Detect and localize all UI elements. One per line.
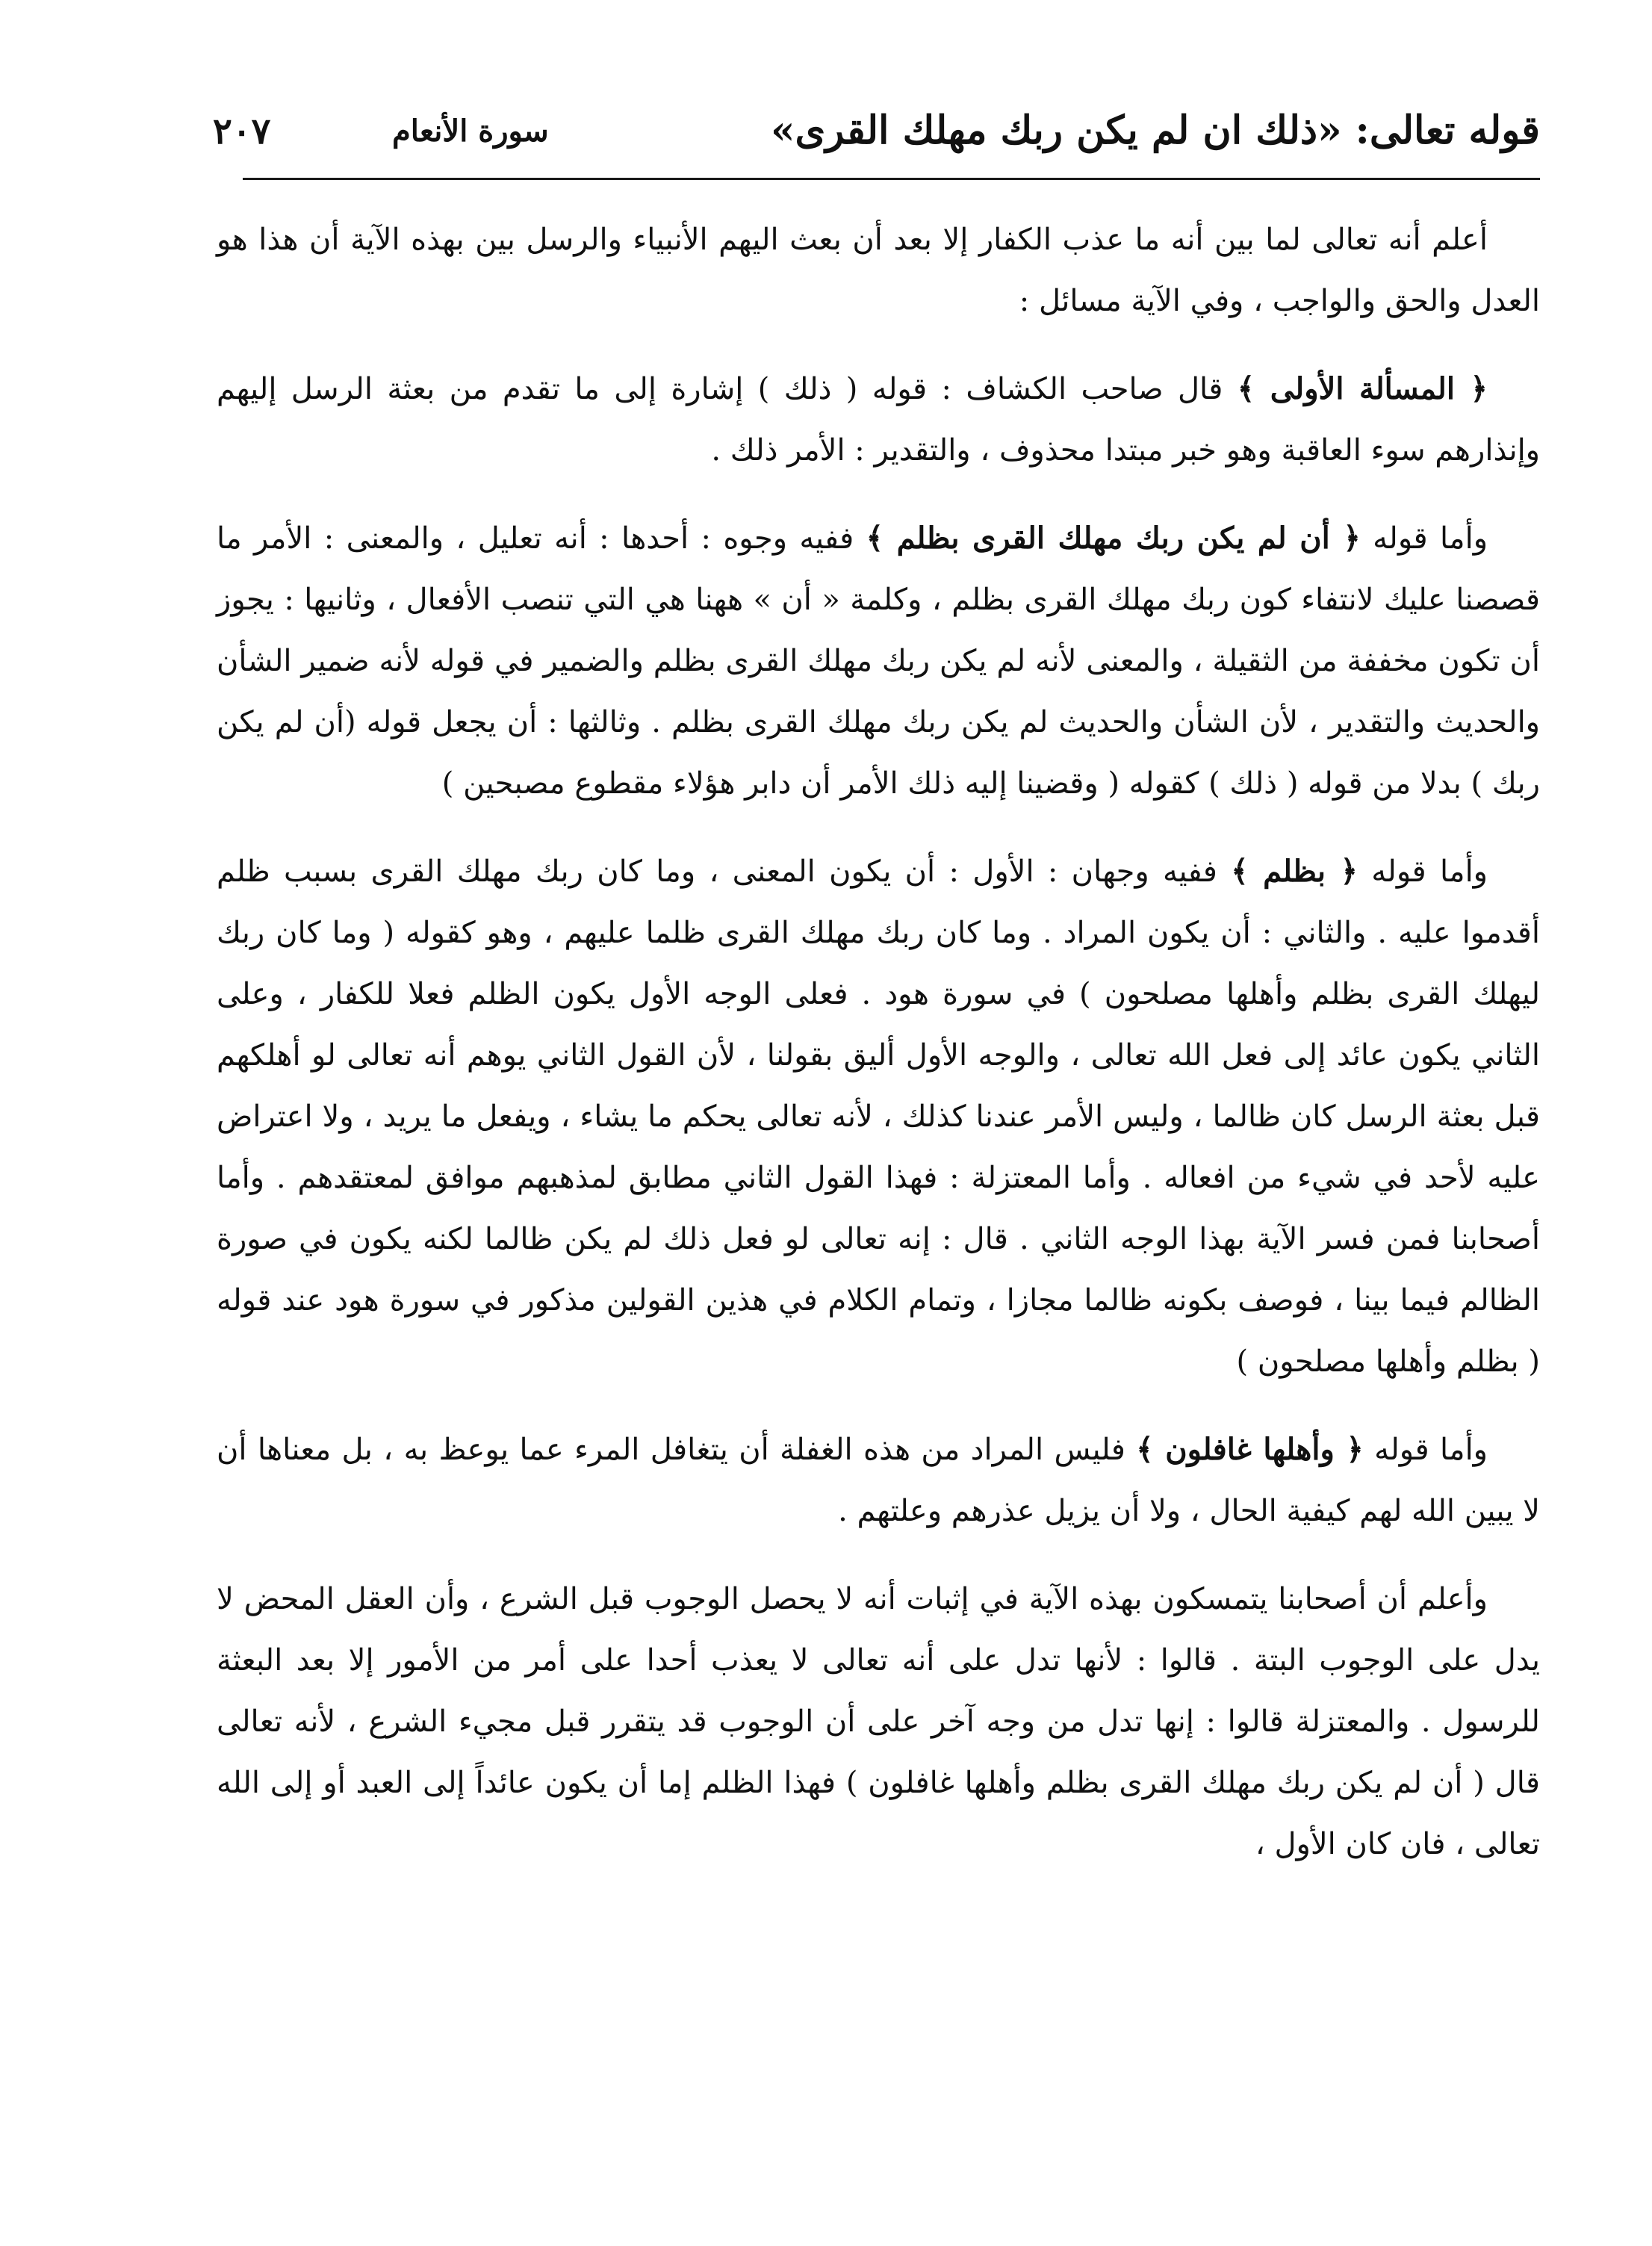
quoted-verse: ﴿ وأهلها غافلون ﴾	[1136, 1432, 1364, 1467]
paragraph-text: قال صاحب الكشاف : قوله ( ذلك ) إشارة إلى ما تقدم من بعثة الرسل إليهم وإنذارهم سوء العاقبة وهو خبر مبتدا محذوف ، والتقدير : الأمر ذلك .	[217, 372, 1540, 468]
header-divider	[243, 178, 1540, 180]
quoted-verse: ﴿ بظلم ﴾	[1231, 854, 1358, 889]
quoted-verse: ﴿ أن لم يكن ربك مهلك القرى بظلم ﴾	[866, 521, 1361, 556]
paragraph-text: ففيه وجوه : أحدها : أنه تعليل ، والمعنى : الأمر ما قصصنا عليك لانتفاء كون ربك مهلك القرى بظلم ، وكلمة « أن » ههنا هي التي تنصب الأفعال ، وثانيها : يجوز أن تكون مخففة من الثقيلة ، والمعنى لأنه لم يكن ربك مهلك القرى بظلم والضمير في قوله لأنه ضمير الشأن والحديث والتقدير ، لأن الشأن والحديث لم يكن ربك مهلك القرى بظلم . وثالثها : أن يجعل قوله (أن لم يكن ربك ) بدلا من قوله ( ذلك ) كقوله ( وقضينا إليه ذلك الأمر أن دابر هؤلاء مقطوع مصبحين )	[217, 521, 1540, 801]
paragraph	[217, 508, 1540, 814]
page-body	[217, 209, 1540, 2186]
paragraph-intro: وأما قوله	[1357, 854, 1488, 889]
paragraph	[217, 209, 1540, 332]
header-title: قوله تعالى: «ذلك ان لم يكن ربك مهلك القرى»	[771, 108, 1540, 153]
paragraph-text: أعلم أنه تعالى لما بين أنه ما عذب الكفار إلا بعد أن بعث اليهم الأنبياء والرسل بين بهذه الآية أن هذا هو العدل والحق والواجب ، وفي الآية مسائل :	[217, 223, 1540, 318]
issue-heading: ﴿ المسألة الأولى ﴾	[1237, 371, 1488, 406]
paragraph-text: فليس المراد من هذه الغفلة أن يتغافل المرء عما يوعظ به ، بل معناها أن لا يبين الله لهم كيفية الحال ، ولا أن يزيل عذرهم وعلتهم .	[217, 1433, 1540, 1528]
paragraph-intro: وأما قوله	[1360, 521, 1488, 556]
paragraph	[217, 359, 1540, 481]
paragraph	[217, 1569, 1540, 1875]
paragraph-intro: وأما قوله	[1363, 1433, 1488, 1467]
paragraph-text: ففيه وجهان : الأول : أن يكون المعنى ، وما كان ربك مهلك القرى بسبب ظلم أقدموا عليه . والثاني : أن يكون المراد . وما كان ربك مهلك القرى ظلما عليهم ، وهو كقوله ( وما كان ربك ليهلك القرى بظلم وأهلها مصلحون ) في سورة هود . فعلى الوجه الأول يكون الظلم فعلا للكفار ، وعلى الثاني يكون عائد إلى فعل الله تعالى ، والوجه الأول أليق بقولنا ، لأن القول الثاني يوهم أنه تعالى لو أهلكهم قبل بعثة الرسل كان ظالما ، وليس الأمر عندنا كذلك ، لأنه تعالى يحكم ما يشاء ، ويفعل ما يريد ، ولا اعتراض عليه لأحد في شيء من افعاله . وأما المعتزلة : فهذا القول الثاني مطابق لمذهبهم موافق لمعتقدهم . وأما أصحابنا فمن فسر الآية بهذا الوجه الثاني . قال : إنه تعالى لو فعل ذلك لم يكن ظالما لكنه يكون في صورة الظالم فيما بينا ، فوصف بكونه ظالما مجازا ، وتمام الكلام في هذين القولين مذكور في سورة هود عند قوله ( بظلم وأهلها مصلحون )	[217, 854, 1541, 1379]
page-number: ٢٠٧	[213, 111, 271, 152]
paragraph	[217, 841, 1540, 1392]
paragraph-text: وأعلم أن أصحابنا يتمسكون بهذه الآية في إثبات أنه لا يحصل الوجوب قبل الشرع ، وأن العقل المحض لا يدل على الوجوب البتة . قالوا : لأنها تدل على أنه تعالى لا يعذب أحدا على أمر من الأمور إلا بعد البعثة للرسول . والمعتزلة قالوا : إنها تدل من وجه آخر على أن الوجوب قد يتقرر قبل مجيء الشرع ، لأنه تعالى قال ( أن لم يكن ربك مهلك القرى بظلم وأهلها غافلون ) فهذا الظلم إما أن يكون عائداً إلى العبد أو إلى الله تعالى ، فان كان الأول ،	[217, 1582, 1541, 1861]
surah-name: سورة الأنعام	[392, 114, 549, 149]
running-header	[213, 97, 1540, 168]
paragraph	[217, 1419, 1540, 1542]
